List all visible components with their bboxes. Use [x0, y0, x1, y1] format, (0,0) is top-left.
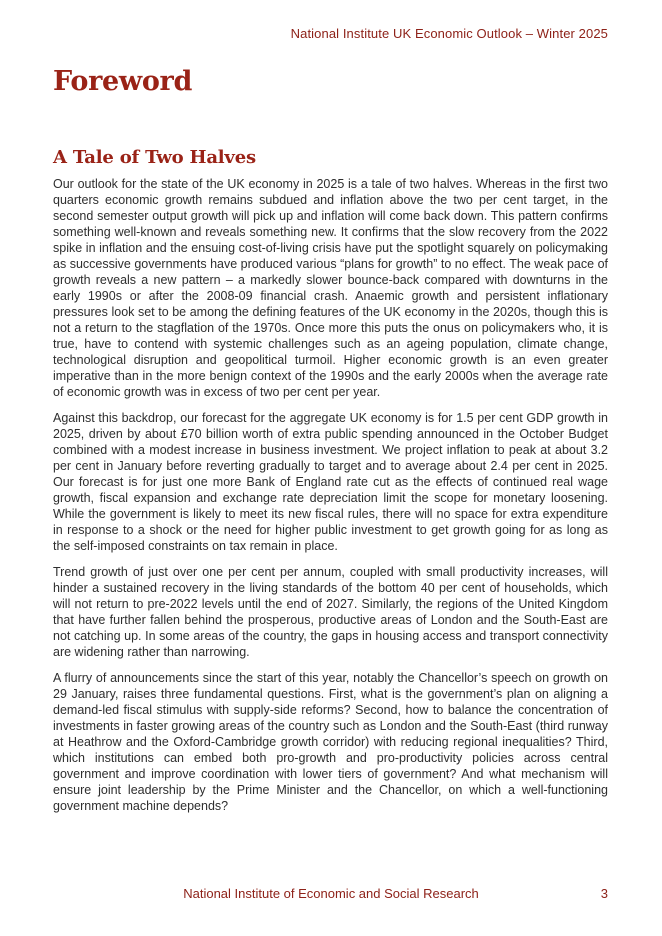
- body-text: [53, 176, 608, 824]
- page-number: 3: [600, 886, 608, 901]
- paragraph: A flurry of announcements since the start of this year, notably the Chancellor’s speech on growth on 29 January, raises three fundamental questions. First, what is the government’s plan on aligning a demand-led fiscal stimulus with supply-side reforms? Second, how to balance the concentration of investments in faster growing areas of the country such as London and the South-East (third runway at Heathrow and the Oxford-Cambridge growth corridor) with reducing regional inequalities? Third, which institutions can embed both pro-growth and pro-productivity policies across central government and improve coordination with lower tiers of government? And what mechanism will ensure joint leadership by the Prime Minister and the Chancellor, on which a well-functioning government machine depends?: [53, 671, 608, 813]
- section-heading: A Tale of Two Halves: [53, 147, 256, 168]
- paragraph: Against this backdrop, our forecast for the aggregate UK economy is for 1.5 per cent GDP growth in 2025, driven by about £70 billion worth of extra public spending announced in the October Budget combined with a modest increase in business investment. We project inflation to peak at about 3.2 per cent in January before reverting gradually to target and to average about 2.4 per cent in 2025. Our forecast is for just one more Bank of England rate cut as the effects of continued real wage growth, fiscal expansion and exchange rate depreciation limit the scope for monetary loosening. While the government is likely to meet its new fiscal rules, there will no space for extra expenditure in response to a shock or the need for higher public investment to get growth going for as long as the self-imposed constraints on tax remain in place.: [53, 411, 608, 553]
- running-header: National Institute UK Economic Outlook – Winter 2025: [290, 26, 608, 41]
- footer-organisation: National Institute of Economic and Social Research: [183, 886, 479, 901]
- paragraph: Trend growth of just over one per cent per annum, coupled with small productivity increases, will hinder a sustained recovery in the living standards of the bottom 40 per cent of households, which will not return to pre-2022 levels until the end of 2027. Similarly, the regions of the United Kingdom that have further fallen behind the prosperous, productive areas of London and the South-East are not catching up. In some areas of the country, the gaps in housing access and transport connectivity are widening rather than narrowing.: [53, 565, 608, 659]
- page-title: Foreword: [53, 66, 193, 97]
- paragraph: Our outlook for the state of the UK economy in 2025 is a tale of two halves. Whereas in the first two quarters economic growth remains subdued and inflation above the two per cent target, in the second semester output growth will pick up and inflation will come back down. This pattern confirms something well-known and reveals something new. It confirms that the slow recovery from the 2022 spike in inflation and the ensuing cost-of-living crisis have put the spotlight squarely on policymaking as successive governments have produced various “plans for growth” to no effect. The weak pace of growth reveals a new pattern – a markedly slower bounce-back compared with downturns in the early 1990s or after the 2008-09 financial crash. Anaemic growth and persistent inflationary pressures look set to be among the defining features of the UK economy in the 2020s, though this is not a return to the stagflation of the 1970s. Once more this puts the onus on policymakers who, it is true, have to contend with systemic challenges such as an ageing population, climate change, technological disruption and geopolitical turmoil. Higher economic growth is an even greater imperative than in the more benign context of the 1990s and the early 2000s when the average rate of economic growth was in excess of two per cent per year.: [53, 177, 608, 399]
